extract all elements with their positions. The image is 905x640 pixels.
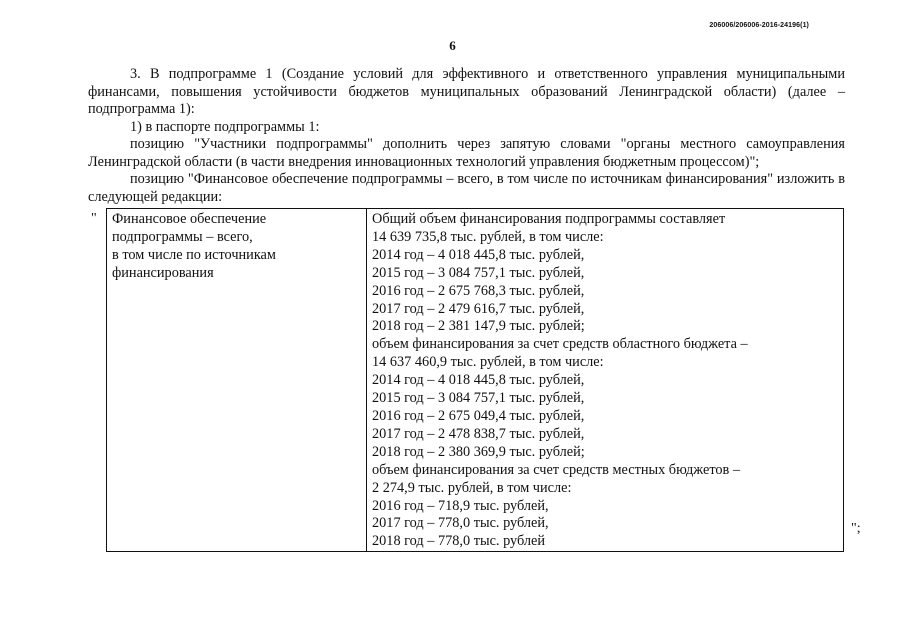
table-line: 2014 год – 4 018 445,8 тыс. рублей, (372, 372, 585, 389)
table-line: 2015 год – 3 084 757,1 тыс. рублей, (372, 390, 585, 407)
table-line: 2016 год – 718,9 тыс. рублей, (372, 497, 549, 514)
table-line: 2017 год – 778,0 тыс. рублей, (372, 515, 549, 532)
opening-quote: " (91, 211, 97, 226)
closing-quote: "; (851, 521, 861, 536)
document-body (88, 66, 845, 206)
document-id: 206006/206006-2016-24196(1) (709, 22, 809, 29)
table-line: 2015 год – 3 084 757,1 тыс. рублей, (372, 264, 585, 281)
table-line: в том числе по источникам (112, 246, 276, 263)
table-line: Финансовое обеспечение (112, 211, 267, 227)
table-cell-value (367, 209, 844, 552)
financing-table (106, 208, 844, 552)
table-row (107, 209, 844, 552)
table-line: подпрограммы – всего, (112, 228, 253, 245)
table-line: 2017 год – 2 478 838,7 тыс. рублей, (372, 425, 585, 442)
paragraph-financing-position: позицию "Финансовое обеспечение подпрограммы – всего, в том числе по источникам финансирования" изложить в следующей редакции: (88, 171, 845, 205)
table-line: 2016 год – 2 675 049,4 тыс. рублей, (372, 407, 585, 424)
table-line: 14 637 460,9 тыс. рублей, в том числе: (372, 354, 604, 371)
table-line: 2017 год – 2 479 616,7 тыс. рублей, (372, 300, 585, 317)
table-line: 2018 год – 778,0 тыс. рублей (372, 533, 546, 550)
table-line: 2016 год – 2 675 768,3 тыс. рублей, (372, 282, 585, 299)
table-cell-label (107, 209, 367, 552)
paragraph-participants: позицию "Участники подпрограммы" дополнить через запятую словами "органы местного самоуправления Ленинградской области (в части внедрения инновационных технологий управления бюджетным процессом)"; (88, 136, 845, 170)
table-line: финансирования (112, 264, 214, 281)
table-line: 2 274,9 тыс. рублей, в том числе: (372, 479, 572, 496)
table-line: 14 639 735,8 тыс. рублей, в том числе: (372, 228, 604, 245)
table-line: объем финансирования за счет средств местных бюджетов – (372, 461, 741, 478)
table-line: Общий объем финансирования подпрограммы составляет (372, 211, 726, 227)
table-line: 2018 год – 2 381 147,9 тыс. рублей; (372, 318, 585, 335)
paragraph-subprogram-intro: 3. В подпрограмме 1 (Создание условий для эффективного и ответственного управления муниципальными финансами, повышения устойчивости бюджетов муниципальных образований Ленинградской области) (далее – подпрограмма 1): (88, 66, 845, 117)
page-number: 6 (449, 38, 456, 53)
paragraph-passport-item: 1) в паспорте подпрограммы 1: (130, 118, 320, 135)
table-line: объем финансирования за счет средств областного бюджета – (372, 336, 748, 353)
table-line: 2018 год – 2 380 369,9 тыс. рублей; (372, 443, 585, 460)
table-line: 2014 год – 4 018 445,8 тыс. рублей, (372, 246, 585, 263)
